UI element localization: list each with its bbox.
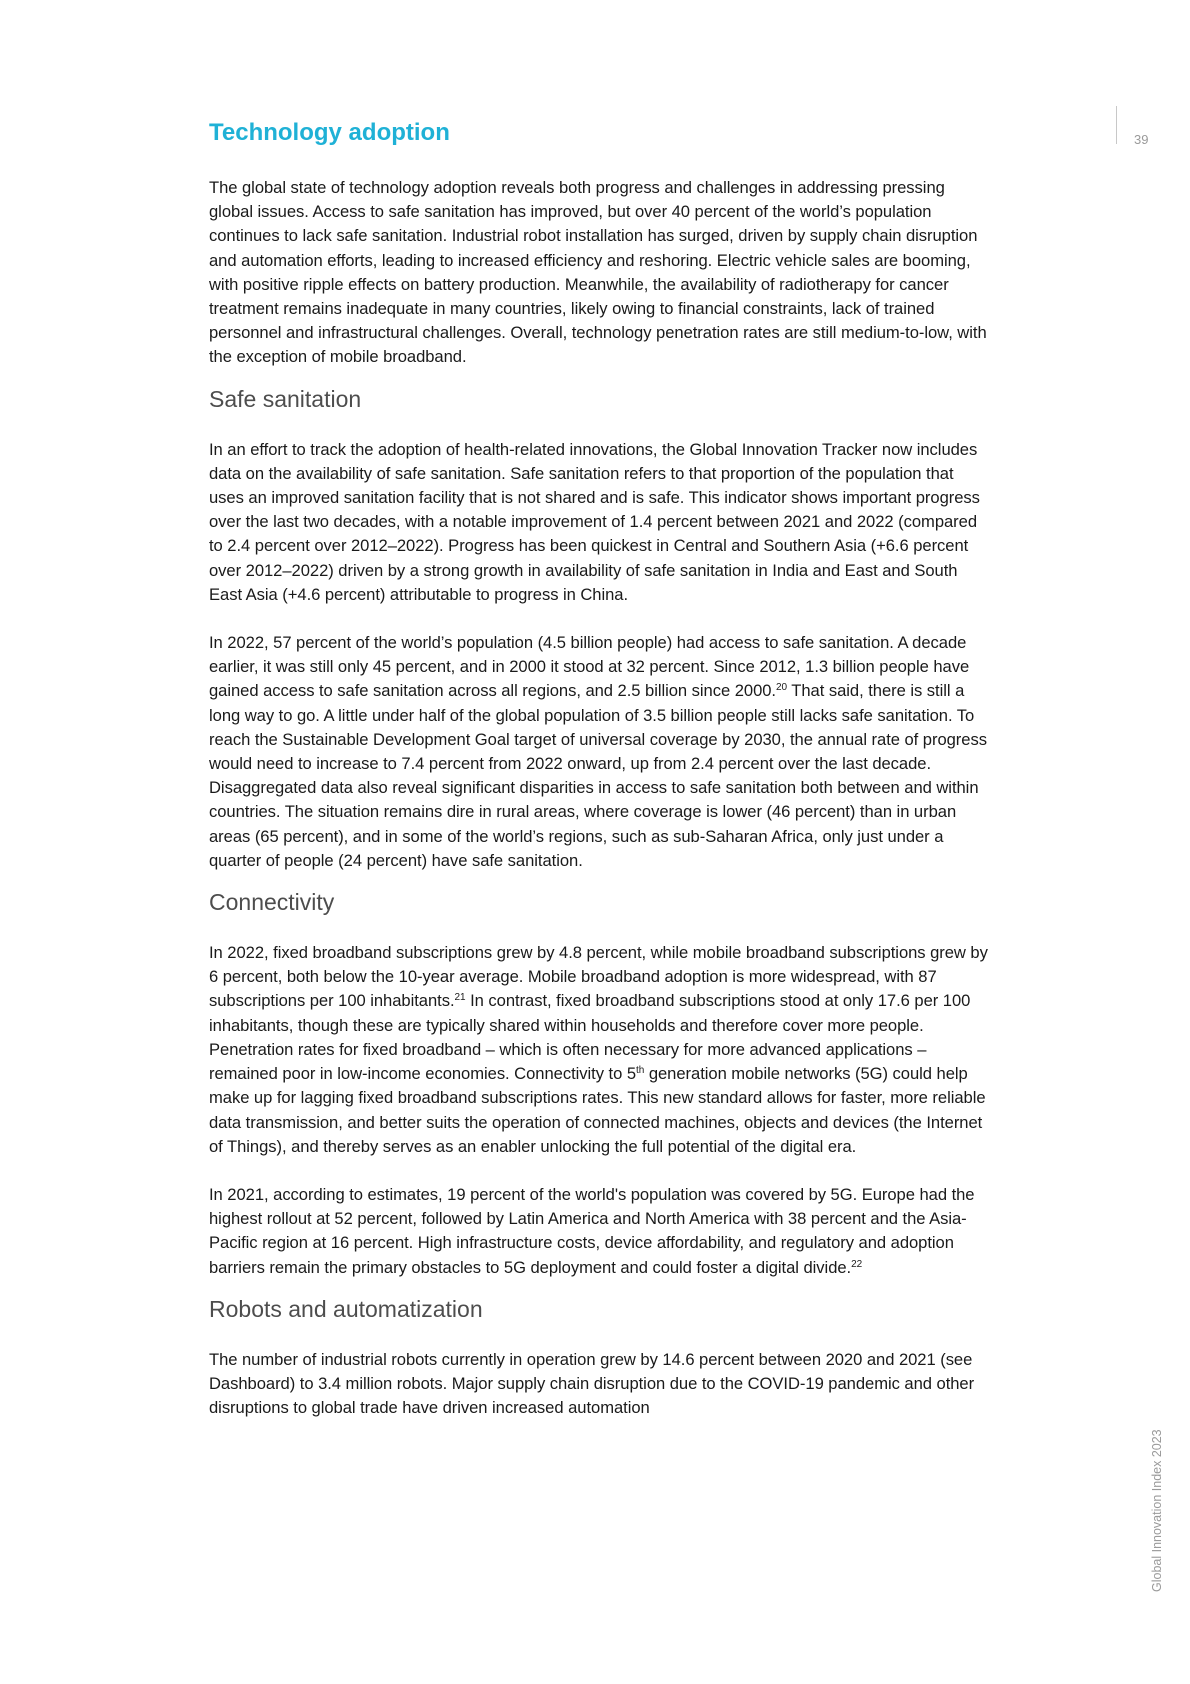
- connectivity-paragraph-2: [209, 1183, 989, 1280]
- robots-paragraph-1: The number of industrial robots currently in operation grew by 14.6 percent between 2020 and 2021 (see Dashboard) to 3.4 million robots. Major supply chain disruption due to the COVID-19 pandemic and other disruptions to global trade have driven increased automation: [209, 1349, 975, 1418]
- heading-robots-automatization: Robots and automatization: [209, 1295, 483, 1322]
- connectivity-paragraph-1: [209, 941, 989, 1159]
- heading-connectivity: Connectivity: [209, 889, 335, 916]
- paragraph-text: generation mobile networks (5G) could help make up for lagging fixed broadband subscriptions rates. This new standard allows for faster, more reliable data transmission, and better suits the operation of connected machines, objects and devices (the Internet of Things), and thereby serves as an enabler unlocking the full potential of the digital era.: [209, 1064, 986, 1156]
- safe-sanitation-paragraph-2: [209, 631, 989, 873]
- page-number-divider: [1116, 106, 1117, 144]
- article-body: [209, 118, 989, 1444]
- ordinal-superscript: th: [636, 1065, 645, 1077]
- safe-sanitation-paragraph-1: In an effort to track the adoption of health-related innovations, the Global Innovation Tracker now includes data on the availability of safe sanitation. Safe sanitation refers to that proportion of the population that uses an improved sanitation facility that is not shared and is safe. This indicator shows important progress over the last two decades, with a notable improvement of 1.4 percent between 2021 and 2022 (compared to 2.4 percent over 2012–2022). Progress has been quickest in Central and Southern Asia (+6.6 percent over 2012–2022) driven by a strong growth in availability of safe sanitation in India and East and South East Asia (+4.6 percent) attributable to progress in China.: [209, 439, 980, 604]
- sidebar-running-title: Global Innovation Index 2023: [1150, 1429, 1164, 1592]
- paragraph-text: In contrast, fixed broadband subscriptions stood at only 17.6 per 100 inhabitants, though these are typically shared within households and therefore cover more people. Penetration rates for fixed broadband – which is often necessary for more advanced applications – remained poor in low-income economies. Connectivity to 5: [209, 991, 971, 1084]
- intro-paragraph: The global state of technology adoption reveals both progress and challenges in addressing pressing global issues. Access to safe sanitation has improved, but over 40 percent of the world’s population continues to lack safe sanitation. Industrial robot installation has surged, driven by supply chain disruption and automation efforts, leading to increased efficiency and reshoring. Electric vehicle sales are booming, with positive ripple effects on battery production. Meanwhile, the availability of radiotherapy for cancer treatment remains inadequate in many countries, likely owing to financial constraints, lack of trained personnel and infrastructural challenges. Overall, technology penetration rates are still medium-to-low, with the exception of mobile broadband.: [209, 178, 987, 367]
- paragraph-text: That said, there is still a long way to go. A little under half of the global population of 3.5 billion people still lacks safe sanitation. To reach the Sustainable Development Goal target of universal coverage by 2030, the annual rate of progress would need to increase to 7.4 percent from 2022 onward, up from 2.4 percent over the last decade. Disaggregated data also reveal significant disparities in access to safe sanitation both between and within countries. The situation remains dire in rural areas, where coverage is lower (46 percent) than in urban areas (65 percent), and in some of the world’s regions, such as sub-Saharan Africa, only just under a quarter of people (24 percent) have safe sanitation.: [209, 681, 987, 870]
- paragraph-text: In 2022, fixed broadband subscriptions grew by 4.8 percent, while mobile broadband subscriptions grew by 6 percent, both below the 10-year average. Mobile broadband adoption is more widespread, with 87 subscriptions per 100 inhabitants.: [209, 943, 988, 1011]
- paragraph-text: In 2021, according to estimates, 19 percent of the world's population was covered by 5G. Europe had the highest rollout at 52 percent, followed by Latin America and North America with 38 percent and the Asia-Pacific region at 16 percent. High infrastructure costs, device affordability, and regulatory and adoption barriers remain the primary obstacles to 5G deployment and could foster a digital divide.: [209, 1184, 975, 1277]
- paragraph-text: In 2022, 57 percent of the world’s population (4.5 billion people) had access to safe sanitation. A decade earlier, it was still only 45 percent, and in 2000 it stood at 32 percent. Since 2012, 1.3 billion people have gained access to safe sanitation across all regions, and 2.5 billion since 2000.: [209, 633, 970, 701]
- heading-safe-sanitation: Safe sanitation: [209, 385, 362, 412]
- page-number: 39: [1134, 132, 1149, 147]
- footnote-ref-20: 20: [776, 682, 788, 694]
- footnote-ref-22: 22: [851, 1258, 863, 1270]
- section-title: Technology adoption: [209, 119, 450, 146]
- footnote-ref-21: 21: [454, 992, 466, 1004]
